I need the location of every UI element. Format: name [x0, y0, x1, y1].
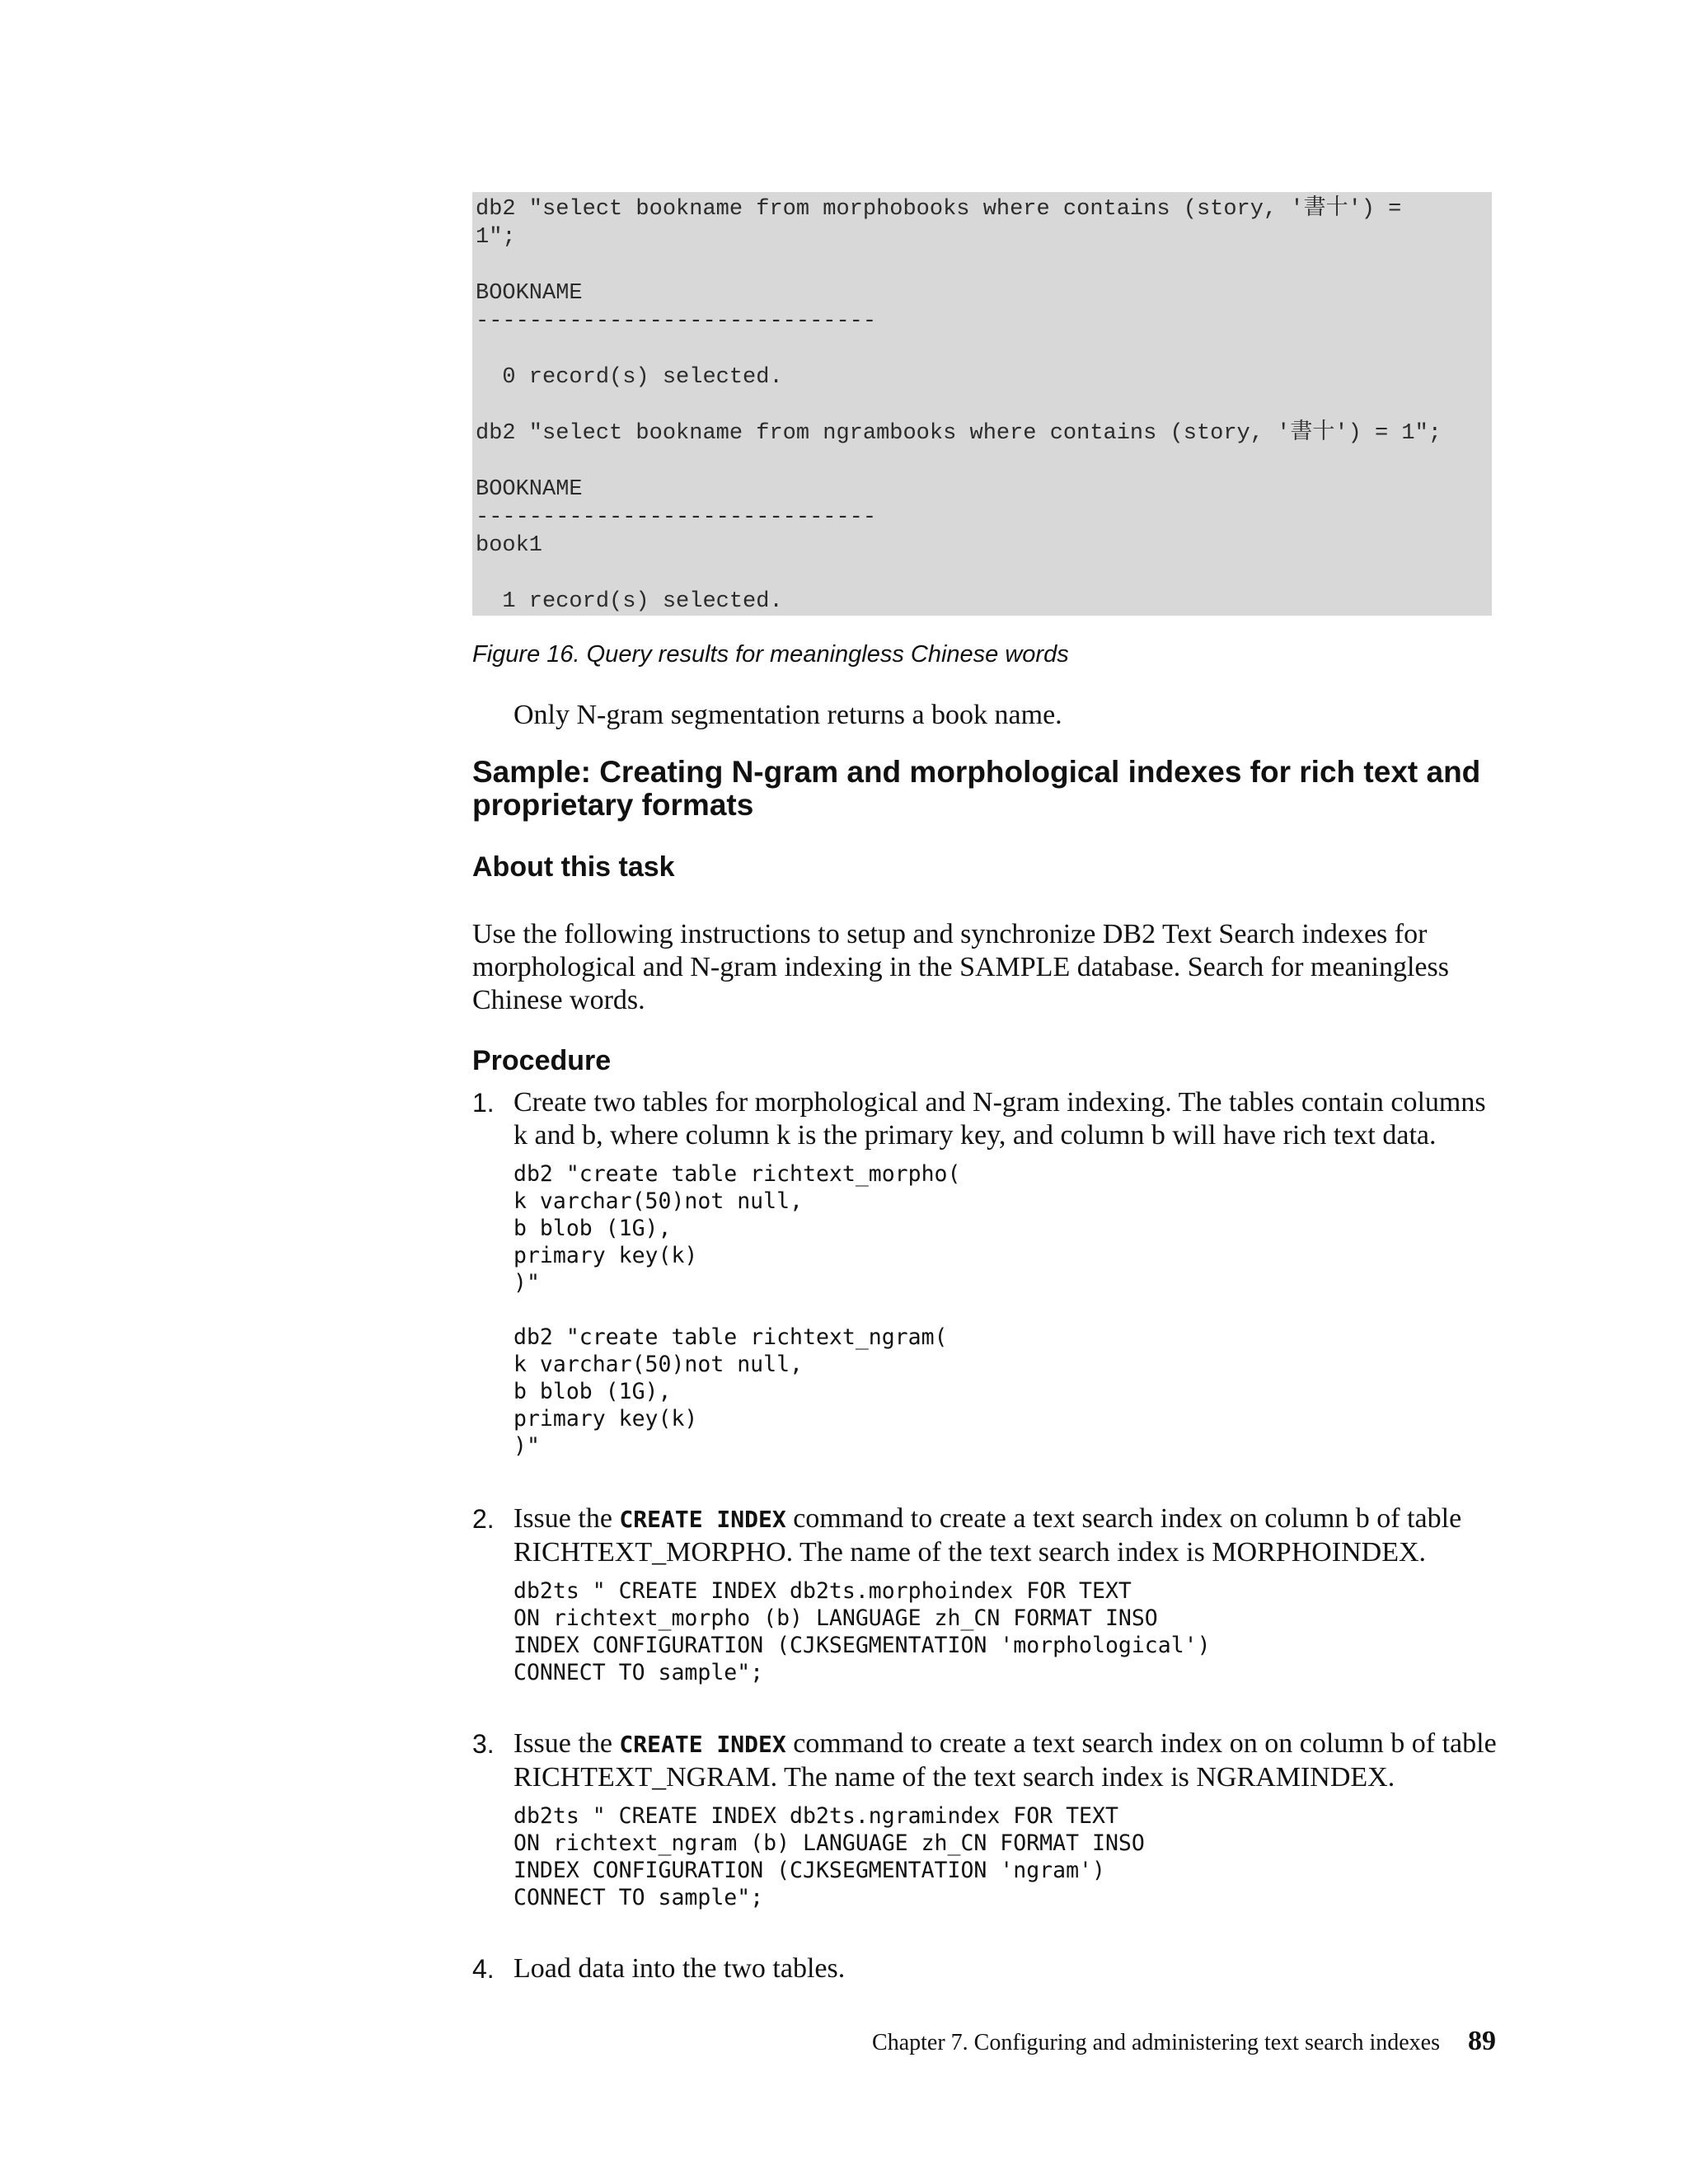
result-note: Only N-gram segmentation returns a book name.	[513, 700, 1062, 730]
step-text-pre: Issue the	[513, 1728, 620, 1759]
figure-line	[476, 335, 1489, 363]
step-code: db2 "create table richtext_morpho( k varchar(50)not null, b blob (1G), primary key(k) )" db2 "create table richtext_ngram( k varchar(50)not null, b blob (1G), primary key(k) )"	[513, 1161, 961, 1459]
procedure-step-3	[472, 1727, 1503, 1911]
figure-line	[476, 391, 1489, 419]
figure-line	[476, 251, 1489, 279]
figure-line: BOOKNAME	[476, 477, 583, 502]
figure-line	[476, 560, 1489, 588]
page-number: 89	[1468, 2026, 1496, 2056]
procedure-step-4	[472, 1952, 1503, 1985]
about-text: Use the following instructions to setup and synchronize DB2 Text Search indexes for morphological and N-gram indexing in the SAMPLE database. Search for meaningless Chinese words.	[472, 919, 1449, 1015]
figure-line: ------------------------------	[476, 309, 877, 334]
command-name: CREATE INDEX	[619, 1506, 786, 1533]
command-name: CREATE INDEX	[619, 1731, 786, 1758]
figure-line: BOOKNAME	[476, 281, 583, 306]
chapter-title: Chapter 7. Configuring and administering text search indexes	[872, 2030, 1440, 2055]
procedure-step-1	[472, 1086, 1503, 1460]
step-number: 4.	[472, 1954, 495, 1984]
step-text-pre: Issue the	[513, 1503, 620, 1534]
step-text-post: command to create a text search index on column b of table RICHTEXT_MORPHO. The name of the text search index is MORPHOINDEX.	[513, 1503, 1462, 1568]
step-text-post: command to create a text search index on on column b of table RICHTEXT_NGRAM. The name of the text search index is NGRAMINDEX.	[513, 1728, 1497, 1793]
figure-line: db2 "select bookname from morphobooks where contains (story, '書十') =	[476, 197, 1402, 222]
section-title: Sample: Creating N-gram and morphological indexes for rich text and proprietary formats	[472, 755, 1481, 822]
step-code: db2ts " CREATE INDEX db2ts.morphoindex FOR TEXT ON richtext_morpho (b) LANGUAGE zh_CN FORMAT INSO INDEX CONFIGURATION (CJKSEGMENTATION 'morphological') CONNECT TO sample";	[513, 1578, 1211, 1685]
figure-caption: Figure 16. Query results for meaningless Chinese words	[472, 641, 1069, 668]
procedure-heading: Procedure	[472, 1045, 612, 1076]
figure-line: 1";	[476, 225, 516, 250]
page-footer	[872, 2026, 1496, 2057]
step-text	[513, 1727, 1503, 1794]
figure-line	[476, 448, 1489, 476]
figure-line: 0 record(s) selected.	[476, 365, 783, 390]
step-text: Create two tables for morphological and N-gram indexing. The tables contain columns k and b, where column k is the primary key, and column b will have rich text data.	[513, 1087, 1486, 1151]
step-text: Load data into the two tables.	[513, 1953, 846, 1984]
figure-line: ------------------------------	[476, 505, 877, 530]
query-output-figure	[472, 192, 1492, 616]
step-code: db2ts " CREATE INDEX db2ts.ngramindex FOR TEXT ON richtext_ngram (b) LANGUAGE zh_CN FORMAT INSO INDEX CONFIGURATION (CJKSEGMENTATION 'ngram') CONNECT TO sample";	[513, 1803, 1145, 1910]
step-text	[513, 1502, 1503, 1569]
about-heading: About this task	[472, 851, 675, 883]
figure-line: book1	[476, 533, 543, 558]
procedure-step-2	[472, 1502, 1503, 1686]
figure-line: 1 record(s) selected.	[476, 589, 783, 614]
step-number: 1.	[472, 1088, 495, 1118]
step-number: 3.	[472, 1729, 495, 1759]
step-number: 2.	[472, 1504, 495, 1534]
figure-line: db2 "select bookname from ngrambooks where contains (story, '書十') = 1";	[476, 421, 1442, 446]
